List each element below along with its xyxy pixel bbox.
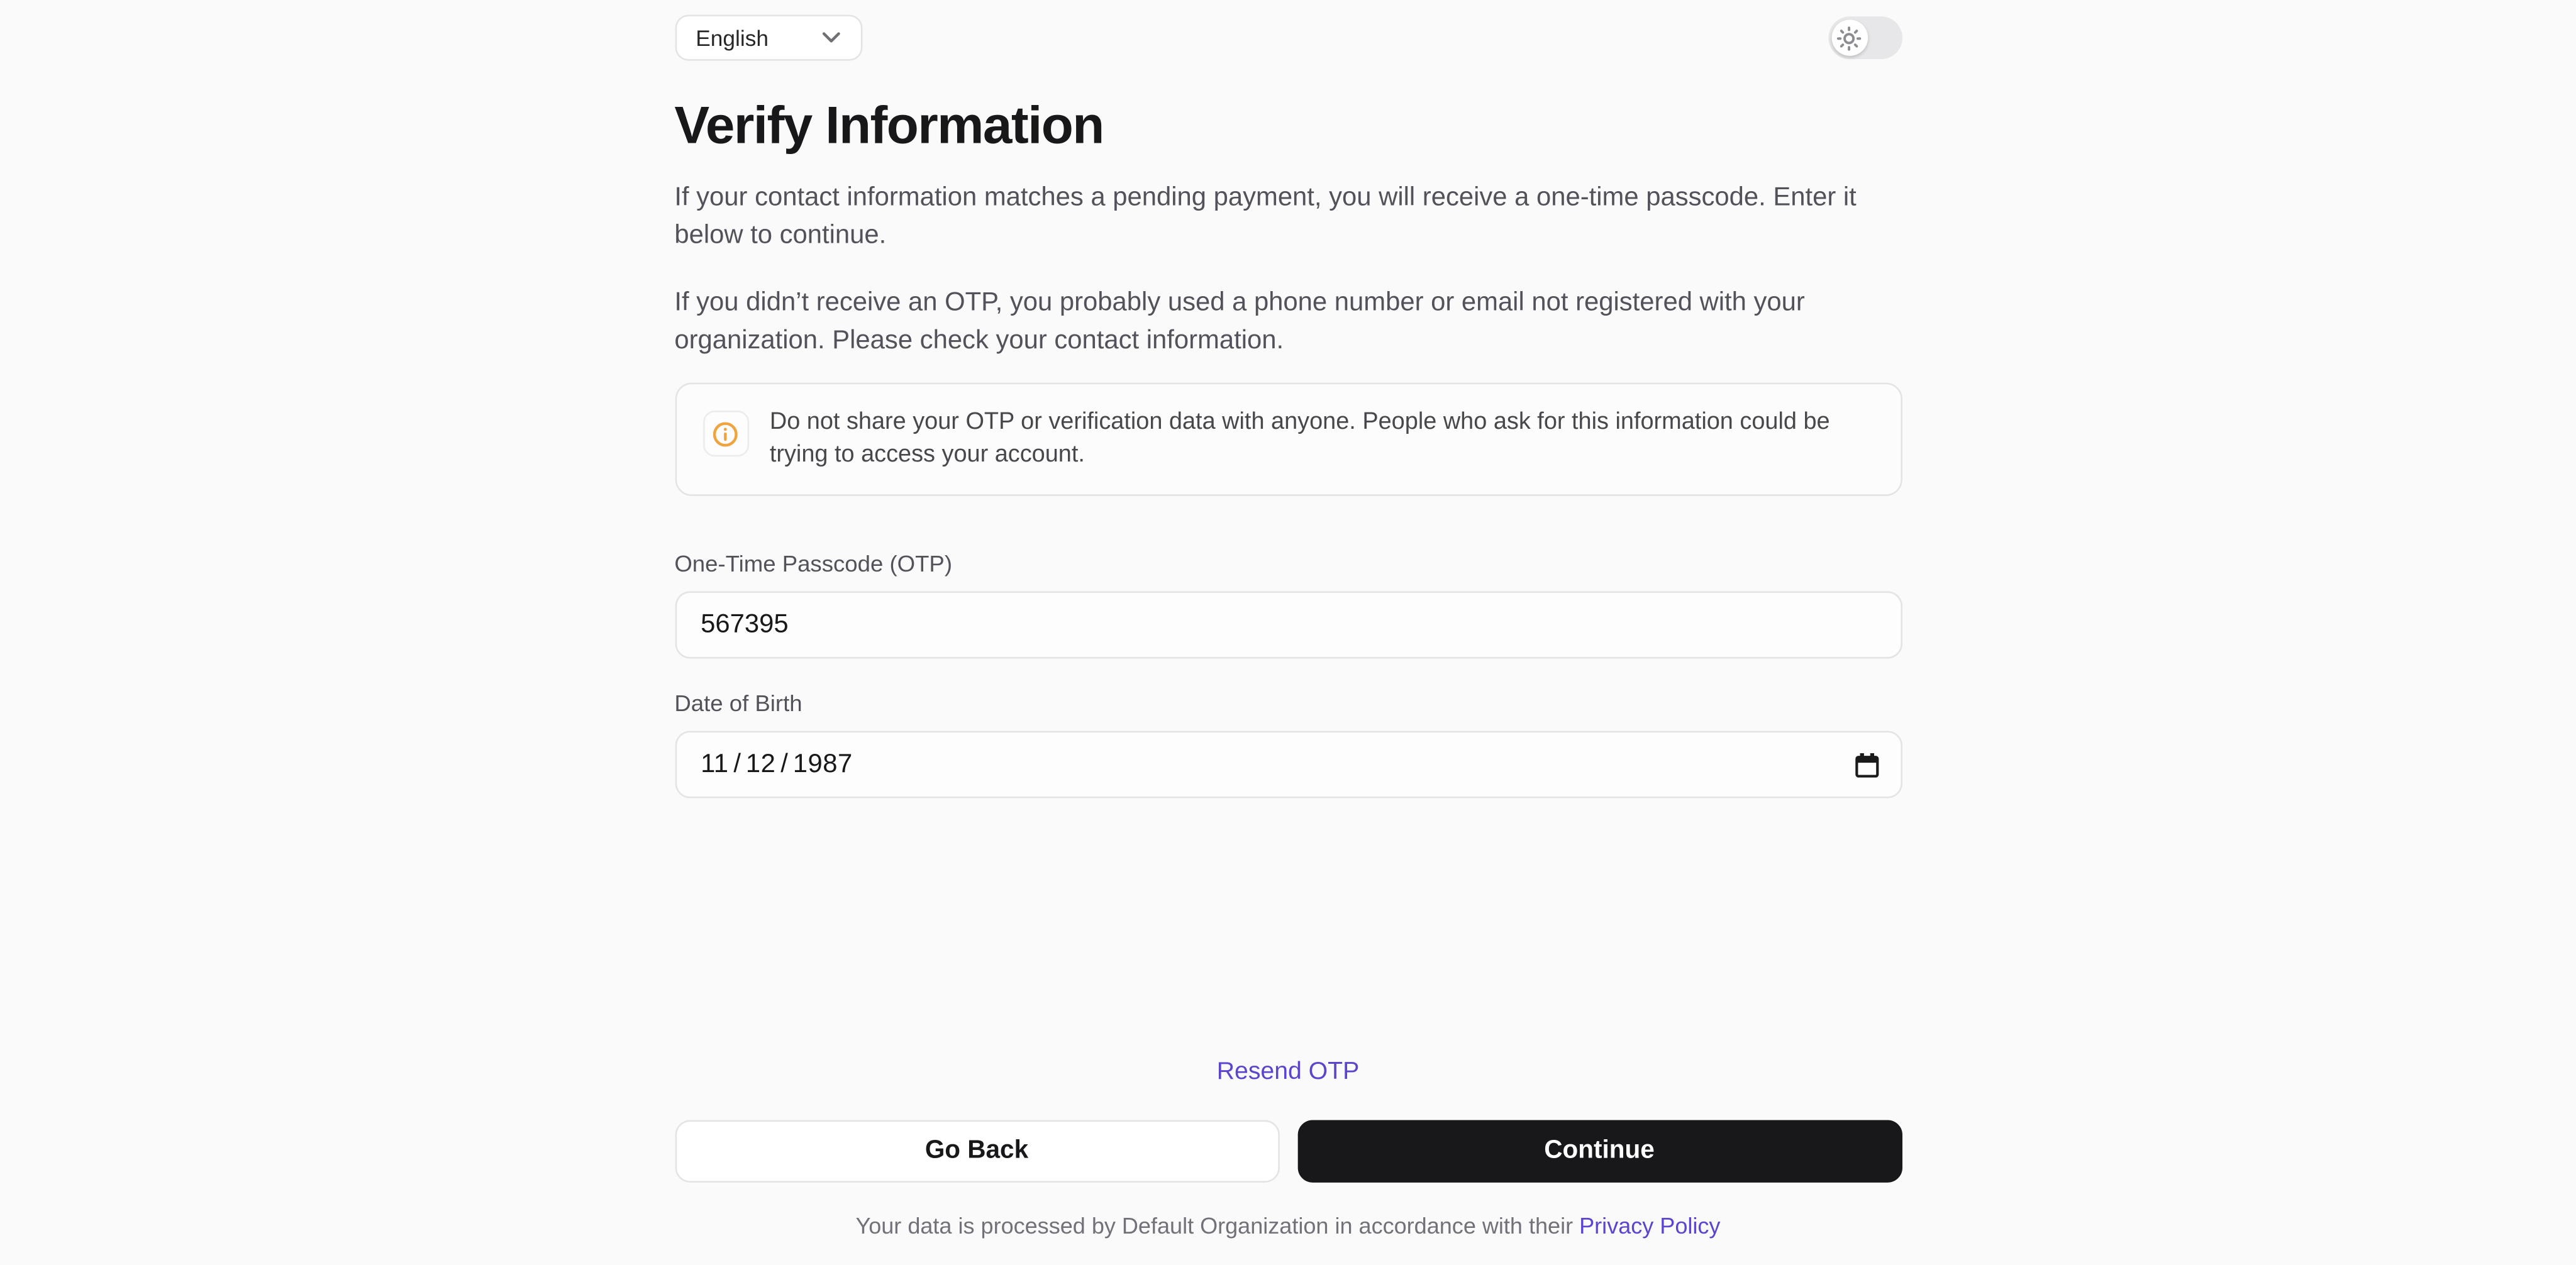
dob-year[interactable]: 1987 <box>792 749 853 778</box>
content-column <box>674 0 1901 1264</box>
calendar-icon[interactable] <box>1854 751 1879 778</box>
button-row <box>674 1120 1901 1183</box>
go-back-button[interactable]: Go Back <box>674 1120 1279 1183</box>
dob-separator: / <box>733 749 741 778</box>
dob-label: Date of Birth <box>674 690 802 716</box>
footer <box>674 1213 1901 1238</box>
intro-paragraph-1: If your contact information matches a pending payment, you will receive a one-time passcode. Enter it below to continue. <box>674 184 1857 250</box>
chevron-down-icon <box>821 31 840 45</box>
alert-text: Do not share your OTP or verification data with anyone. People who ask for this information could be trying to access your account. <box>769 409 1830 468</box>
theme-toggle-knob <box>1831 19 1867 55</box>
page-title: Verify Information <box>674 95 1104 155</box>
intro-paragraph-2: If you didn’t receive an OTP, you probably used a phone number or email not registered with your organization. Please check your contact information. <box>674 289 1805 355</box>
dob-input[interactable] <box>674 731 1901 798</box>
dob-separator: / <box>780 749 788 778</box>
spacer <box>674 798 1901 1058</box>
dob-day[interactable]: 12 <box>745 749 776 778</box>
topbar <box>674 15 1901 61</box>
theme-toggle[interactable] <box>1828 16 1902 59</box>
resend-otp-link[interactable]: Resend OTP <box>1216 1058 1360 1086</box>
otp-label: One-Time Passcode (OTP) <box>674 550 953 577</box>
info-icon <box>711 419 739 447</box>
continue-button[interactable]: Continue <box>1297 1120 1901 1183</box>
privacy-policy-link[interactable]: Privacy Policy <box>1579 1213 1721 1239</box>
language-select-value: English <box>696 25 769 50</box>
otp-warning-alert <box>674 383 1901 496</box>
footer-text: Your data is processed by Default Organization in accordance with their <box>855 1213 1574 1239</box>
alert-icon-box <box>702 411 748 456</box>
dob-month[interactable]: 11 <box>701 749 729 778</box>
sun-icon <box>1836 25 1861 50</box>
language-select[interactable] <box>674 15 862 61</box>
otp-input[interactable] <box>674 591 1901 658</box>
